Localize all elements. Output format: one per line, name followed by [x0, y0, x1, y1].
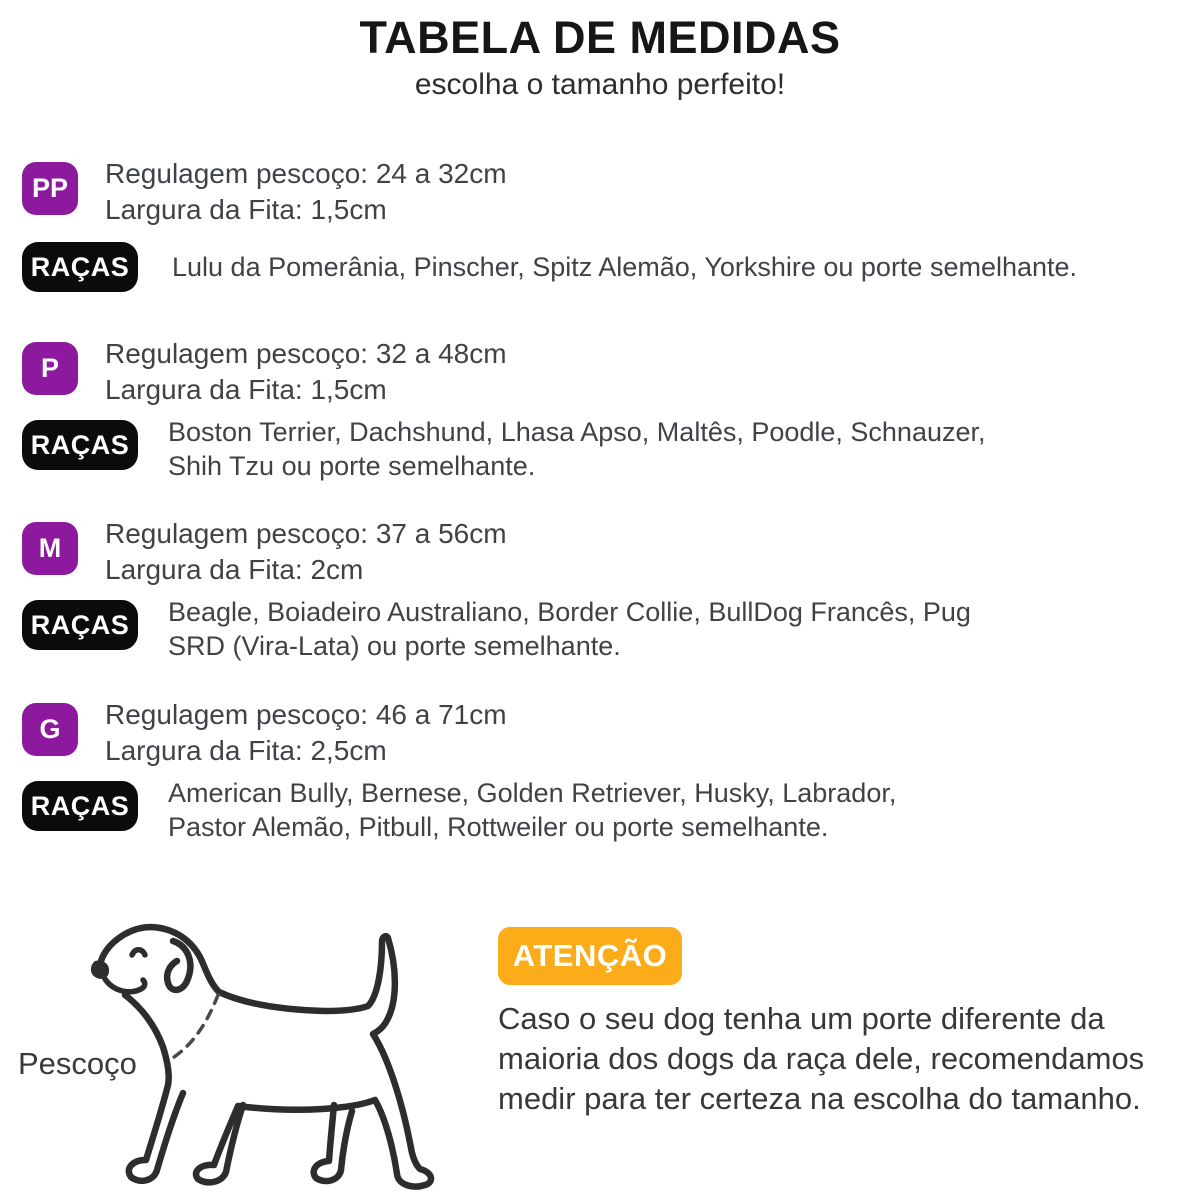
strap-width: Largura da Fita: 2cm: [105, 554, 364, 585]
dog-nose: [91, 961, 109, 979]
attention-note-line: maioria dos dogs da raça dele, recomendamos: [498, 1041, 1145, 1076]
neck-measure: Regulagem pescoço: 46 a 71cm: [105, 699, 507, 730]
dog-eye: [132, 950, 145, 955]
breeds-line: Shih Tzu ou porte semelhante.: [168, 451, 536, 481]
attention-note: [498, 999, 1144, 1119]
page-title: TABELA DE MEDIDAS: [359, 12, 841, 63]
breeds-line: SRD (Vira-Lata) ou porte semelhante.: [168, 631, 621, 661]
dog-ear: [167, 941, 190, 990]
size-badge-p: P: [22, 342, 78, 395]
breeds-line: Boston Terrier, Dachshund, Lhasa Apso, Maltês, Poodle, Schnauzer,: [168, 417, 986, 447]
breeds-line: Beagle, Boiadeiro Australiano, Border Collie, BullDog Francês, Pug: [168, 597, 971, 627]
breeds-list: [172, 250, 1077, 284]
strap-width: Largura da Fita: 2,5cm: [105, 735, 387, 766]
size-specs: [105, 336, 507, 408]
neck-diagram-label: Pescoço: [18, 1046, 137, 1081]
breeds-badge: RAÇAS: [22, 420, 138, 470]
dog-outline-illustration: [85, 913, 465, 1198]
breeds-line: American Bully, Bernese, Golden Retriever, Husky, Labrador,: [168, 778, 897, 808]
attention-note-line: Caso o seu dog tenha um porte diferente da: [498, 1001, 1105, 1036]
size-specs: [105, 697, 507, 769]
breeds-list: [168, 776, 896, 844]
dog-smile: [105, 979, 145, 992]
collar-dashed-line: [171, 995, 218, 1059]
size-badge-g: G: [22, 703, 78, 756]
page-subtitle: escolha o tamanho perfeito!: [414, 68, 786, 101]
dog-far-rear-leg: [314, 1105, 352, 1181]
breeds-list: [168, 595, 971, 663]
breeds-badge: RAÇAS: [22, 781, 138, 831]
size-badge-m: M: [22, 522, 78, 575]
neck-measure: Regulagem pescoço: 32 a 48cm: [105, 338, 507, 369]
size-badge-pp: PP: [22, 162, 78, 215]
strap-width: Largura da Fita: 1,5cm: [105, 374, 387, 405]
breeds-line: Pastor Alemão, Pitbull, Rottweiler ou porte semelhante.: [168, 812, 829, 842]
size-specs: [105, 516, 507, 588]
attention-badge: ATENÇÃO: [498, 927, 682, 985]
dog-chest-outline: [125, 995, 183, 1181]
neck-measure: Regulagem pescoço: 24 a 32cm: [105, 158, 507, 189]
breeds-badge: RAÇAS: [22, 242, 138, 292]
breeds-badge: RAÇAS: [22, 600, 138, 650]
attention-note-line: medir para ter certeza na escolha do tamanho.: [498, 1081, 1141, 1116]
strap-width: Largura da Fita: 1,5cm: [105, 194, 387, 225]
size-specs: [105, 156, 507, 228]
breeds-line: Lulu da Pomerânia, Pinscher, Spitz Alemão, Yorkshire ou porte semelhante.: [172, 252, 1078, 282]
neck-measure: Regulagem pescoço: 37 a 56cm: [105, 518, 507, 549]
breeds-list: [168, 415, 986, 483]
